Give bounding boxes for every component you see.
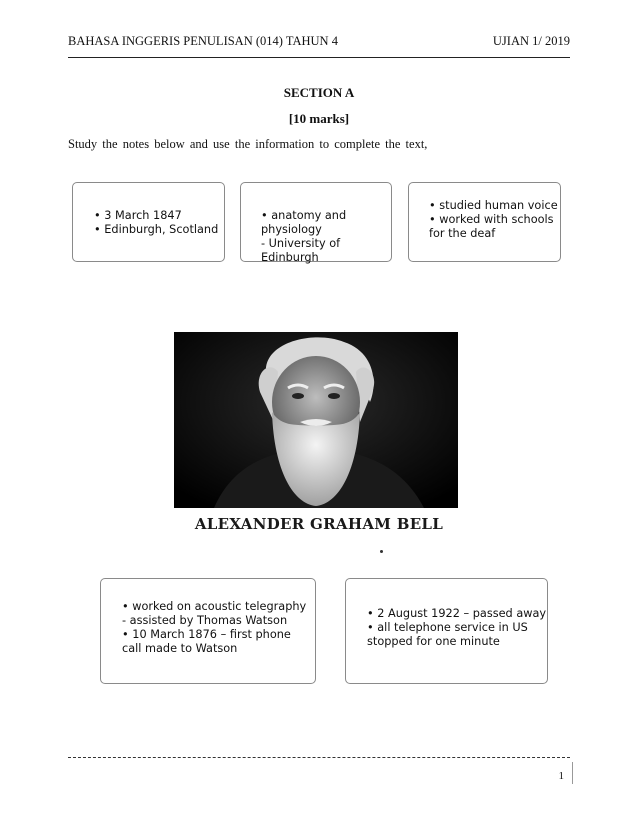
section-title: SECTION A [283,85,355,100]
instruction-text: Study the notes below and use the information to complete the text, [68,137,428,151]
header-divider [68,57,570,58]
note-box-death [345,578,548,684]
note-line: • studied human voice [429,199,558,212]
note-line: call made to Watson [122,642,238,655]
note-line: • 3 March 1847 [94,209,182,222]
note-line: • anatomy and physiology [261,209,347,236]
portrait-photo [174,332,458,508]
note-line: • Edinburgh, Scotland [94,223,219,236]
page-number: 1 [558,770,564,782]
section-marks: [10 marks] [288,111,350,126]
header-subject: BAHASA INGGERIS PENULISAN (014) TAHUN 4 [68,34,338,48]
footer-divider [68,757,570,758]
header-exam: UJIAN 1/ 2019 [492,34,570,48]
note-line: for the deaf [429,227,496,240]
note-line: • worked on acoustic telegraphy [122,600,307,613]
note-line: • 2 August 1922 – passed away [367,607,547,620]
note-box-work [408,182,561,262]
note-line: - assisted by Thomas Watson [122,614,288,627]
note-line: • 10 March 1876 – first phone [122,628,291,641]
note-line: - University of Edinburgh [261,237,341,264]
note-box-education [240,182,392,262]
note-line: • worked with schools [429,213,554,226]
portrait-caption: ALEXANDER GRAHAM BELL [194,515,444,533]
stray-dot [380,550,383,553]
page-header [68,34,570,56]
note-box-invention [100,578,316,684]
note-line: • all telephone service in US [367,621,528,634]
note-line: stopped for one minute [367,635,500,648]
portrait-image [174,332,458,508]
note-box-birth [72,182,225,262]
